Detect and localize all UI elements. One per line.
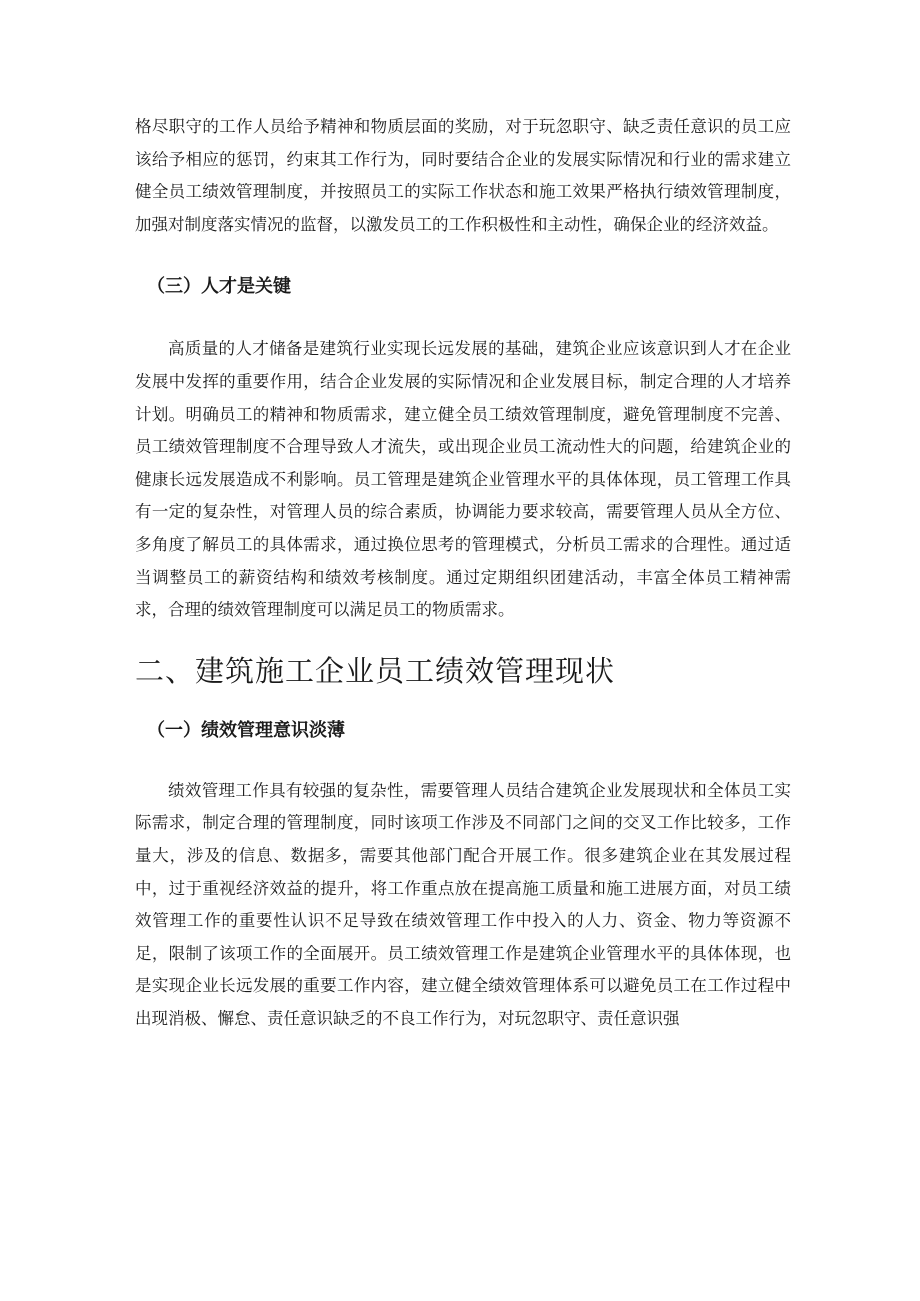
subheading-awareness: （一）绩效管理意识淡薄 xyxy=(147,719,345,741)
paragraph-talent: 高质量的人才储备是建筑行业实现长远发展的基础，建筑企业应该意识到人才在企业发展中发挥的重要作用，结合企业发展的实际情况和企业发展目标，制定合理的人才培养计划。明确员工的精神和物质需求，建立健全员工绩效管理制度，避免管理制度不完善、员工绩效管理制度不合理导致人才流失，或出现企业员工流动性大的问题，给建筑企业的健康长远发展造成不利影响。员工管理是建筑企业管理水平的具体体现，员工管理工作具有一定的复杂性，对管理人员的综合素质，协调能力要求较高，需要管理人员从全方位、多角度了解员工的具体需求，通过换位思考的管理模式，分析员工需求的合理性。通过适当调整员工的薪资结构和绩效考核制度。通过定期组织团建活动，丰富全体员工精神需求，合理的绩效管理制度可以满足员工的物质需求。 xyxy=(135,339,791,620)
paragraph-continued: 格尽职守的工作人员给予精神和物质层面的奖励，对于玩忽职守、缺乏责任意识的员工应该给予相应的惩罚，约束其工作行为，同时要结合企业的发展实际情况和行业的需求建立健全员工绩效管理制度，并按照员工的实际工作状态和施工效果严格执行绩效管理制度，加强对制度落实情况的监督，以激发员工的工作积极性和主动性，确保企业的经济效益。 xyxy=(135,117,791,234)
section-heading-2: 二、建筑施工企业员工绩效管理现状 xyxy=(135,653,616,688)
paragraph-awareness: 绩效管理工作具有较强的复杂性，需要管理人员结合建筑企业发展现状和全体员工实际需求，制定合理的管理制度，同时该项工作涉及不同部门之间的交叉工作比较多，工作量大，涉及的信息、数据多，需要其他部门配合开展工作。很多建筑企业在其发展过程中，过于重视经济效益的提升，将工作重点放在提高施工质量和施工进展方面，对员工绩效管理工作的重要性认识不足导致在绩效管理工作中投入的人力、资金、物力等资源不足，限制了该项工作的全面展开。员工绩效管理工作是建筑企业管理水平的具体体现，也是实现企业长远发展的重要工作内容，建立健全绩效管理体系可以避免员工在工作过程中出现消极、懈怠、责任意识缺乏的不良工作行为，对玩忽职守、责任意识强 xyxy=(135,780,791,1028)
subheading-talent: （三）人才是关键 xyxy=(147,276,291,298)
document-page xyxy=(135,111,791,1035)
